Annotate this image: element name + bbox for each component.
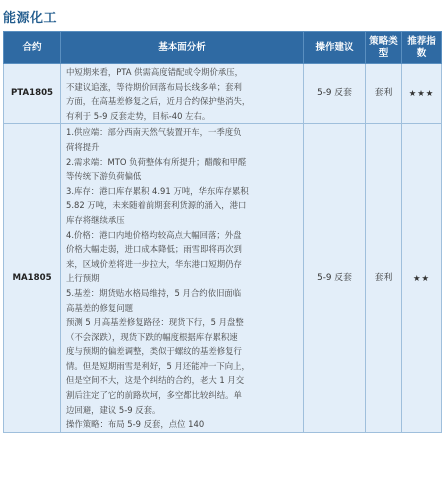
analysis-line: 1.供应端：部分西南天然气装置开车，一季度负 — [66, 127, 242, 138]
analysis-line: 4.价格：港口内地价格均较高点大幅回落；外盘 — [66, 229, 242, 240]
table-row — [4, 124, 442, 432]
analysis-line: 但是空间不大，这是个纠结的合约，老大 1 月交 — [66, 375, 245, 386]
header-suggestion: 操作建议 — [304, 32, 366, 64]
header-strategy: 策略类型 — [366, 32, 402, 64]
analysis-line: 2.需求端：MTO 负荷整体有所提升；醋酸和甲醛 — [66, 156, 247, 167]
analysis-line: 上行预期 — [66, 273, 100, 284]
strategy-cell: 套利 — [366, 64, 402, 124]
header-analysis: 基本面分析 — [61, 32, 304, 64]
analysis-line: 库存将继续承压 — [66, 214, 125, 225]
analysis-line: 价格大幅走弱，进口成本降低；雨雪即将再次到 — [66, 244, 242, 255]
analysis-line: 高基差的修复问题 — [66, 302, 133, 313]
analysis-line: 度与预期的偏差调整，类似于螺纹的基差修复行 — [66, 346, 242, 357]
section-title: 能源化工 — [3, 11, 58, 26]
suggestion-cell: 5-9 反套 — [304, 124, 366, 432]
contract-code: MA1805 — [4, 124, 61, 432]
analysis-line: 预测 5 月高基差修复路径：现货下行，5 月盘整 — [66, 317, 244, 328]
contract-code: PTA1805 — [4, 64, 61, 124]
analysis-line: 5.82 万吨，未来随着前期套利货源的涌入，港口 — [66, 200, 247, 211]
rating-stars: ★★ — [402, 124, 442, 432]
table-header-row — [4, 32, 442, 64]
analysis-line: 3.库存：港口库存累积 4.91 万吨，华东库存累积 — [66, 185, 249, 196]
analysis-line: 方面，在高基差修复之后，近月合约保护垫消失， — [66, 96, 251, 107]
analysis-line: 操作策略：布局 5-9 反套，点位 140 — [66, 419, 205, 430]
analysis-line: （不会深跌），现货下跌的幅度根据库存累积速 — [66, 331, 238, 342]
analysis-cell — [61, 124, 304, 432]
analysis-line: 等传统下游负荷偏低 — [66, 171, 142, 182]
header-contract: 合约 — [4, 32, 61, 64]
analysis-line: 边回避，建议 5-9 反套。 — [66, 404, 161, 415]
analysis-line: 5.基差：期货贴水格局维持，5 月合约依旧面临 — [66, 287, 242, 298]
rating-stars: ★★★ — [402, 64, 442, 124]
analysis-line: 有利于 5-9 反套走势，目标-40 左右。 — [66, 110, 211, 121]
analysis-line: 不建议追涨，等待期价回落布局长线多单；套利 — [66, 81, 242, 92]
analysis-line: 中短期来看，PTA 供需高度错配或令期价承压， — [66, 67, 244, 77]
strategy-table — [3, 31, 442, 433]
analysis-cell — [61, 64, 304, 124]
analysis-line: 荷将提升 — [66, 141, 100, 152]
analysis-line: 来，区域价差将进一步拉大，华东港口短期仍存 — [66, 258, 242, 269]
header-rating: 推荐指数 — [402, 32, 442, 64]
table-row — [4, 64, 442, 124]
suggestion-cell: 5-9 反套 — [304, 64, 366, 124]
analysis-line: 情。但是短期雨雪是利好，5 月还能冲一下向上， — [66, 360, 250, 371]
analysis-line: 割后注定了它的前路坎坷，多空都比较纠结。单 — [66, 390, 242, 401]
strategy-cell: 套利 — [366, 124, 402, 432]
